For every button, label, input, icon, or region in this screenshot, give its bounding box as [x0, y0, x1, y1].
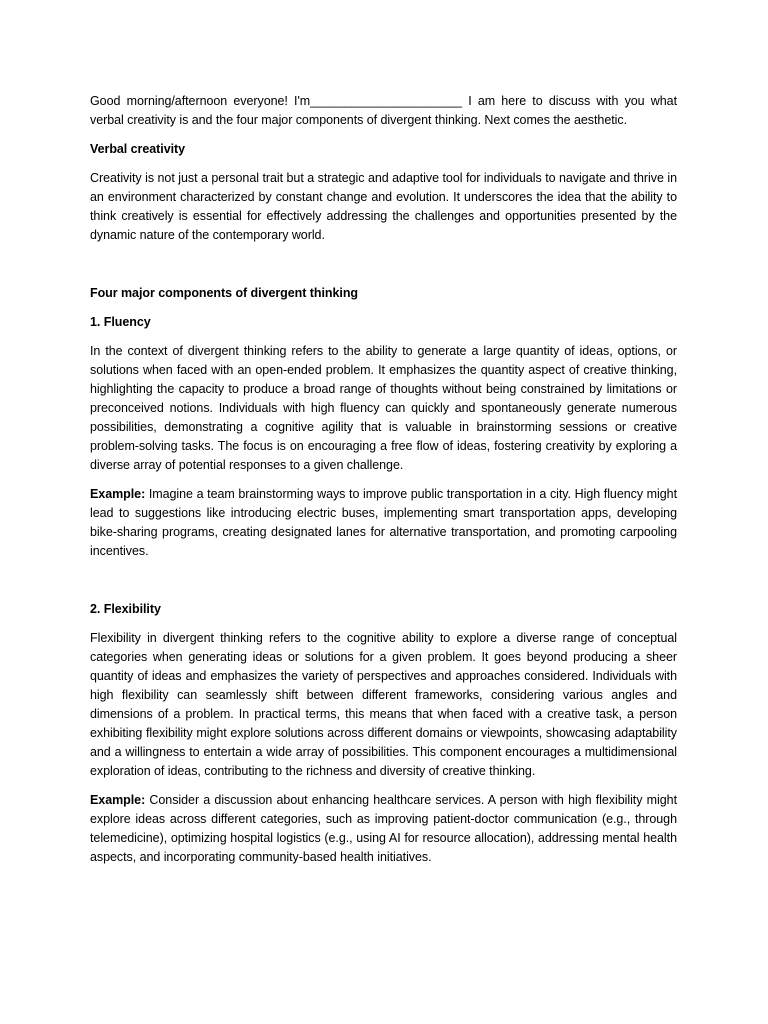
verbal-creativity-heading: Verbal creativity — [90, 142, 186, 156]
flexibility-example-text: Consider a discussion about enhancing healthcare services. A person with high flexibility might explore ideas across different categories, such as improving patient-doctor communication (e.g., through telemedicine), optimizing hospital logistics (e.g., using AI for resource allocation), addressing mental health aspects, and incorporating community-based health initiatives. — [90, 793, 677, 864]
four-components-heading: Four major components of divergent thinking — [90, 286, 358, 300]
intro-paragraph: Good morning/afternoon everyone! I'm______________________ I am here to discuss with you what verbal creativity is and the four major components of divergent thinking. Next comes the aesthetic. — [90, 94, 677, 127]
fluency-example-paragraph — [90, 485, 677, 561]
fluency-example-text: Imagine a team brainstorming ways to improve public transportation in a city. High fluency might lead to suggestions like introducing electric buses, implementing smart transportation apps, developing bike-sharing programs, creating designated lanes for alternative transportation, and promoting carpooling incentives. — [90, 487, 677, 558]
flexibility-paragraph: Flexibility in divergent thinking refers to the cognitive ability to explore a diverse range of conceptual categories when generating ideas or solutions for a given problem. It goes beyond producing a sheer quantity of ideas and emphasizes the variety of perspectives and approaches considered. Individuals with high flexibility can seamlessly shift between different frameworks, considering various angles and dimensions of a problem. In practical terms, this means that when faced with a creative task, a person exhibiting flexibility might explore solutions across different domains or viewpoints, showcasing adaptability and a willingness to entertain a wide array of possibilities. This component encourages a multidimensional exploration of ideas, contributing to the richness and diversity of creative thinking. — [90, 631, 677, 778]
flexibility-example-label: Example: — [90, 793, 146, 807]
flexibility-heading: 2. Flexibility — [90, 602, 161, 616]
fluency-paragraph: In the context of divergent thinking refers to the ability to generate a large quantity of ideas, options, or solutions when faced with an open-ended problem. It emphasizes the quantity aspect of creative thinking, highlighting the capacity to produce a broad range of thoughts without being constrained by limitations or preconceived notions. Individuals with high fluency can quickly and spontaneously generate numerous possibilities, demonstrating a cognitive agility that is valuable in brainstorming sessions or creative problem-solving tasks. The focus is on encouraging a free flow of ideas, fostering creativity by exploring a diverse array of potential responses to a given challenge. — [90, 344, 677, 472]
flexibility-example-paragraph — [90, 791, 677, 867]
fluency-example-label: Example: — [90, 487, 146, 501]
document-body — [90, 92, 677, 867]
verbal-creativity-paragraph: Creativity is not just a personal trait but a strategic and adaptive tool for individuals to navigate and thrive in an environment characterized by constant change and evolution. It underscores the idea that the ability to think creatively is essential for effectively addressing the challenges and opportunities presented by the dynamic nature of the contemporary world. — [90, 171, 677, 242]
fluency-heading: 1. Fluency — [90, 315, 151, 329]
